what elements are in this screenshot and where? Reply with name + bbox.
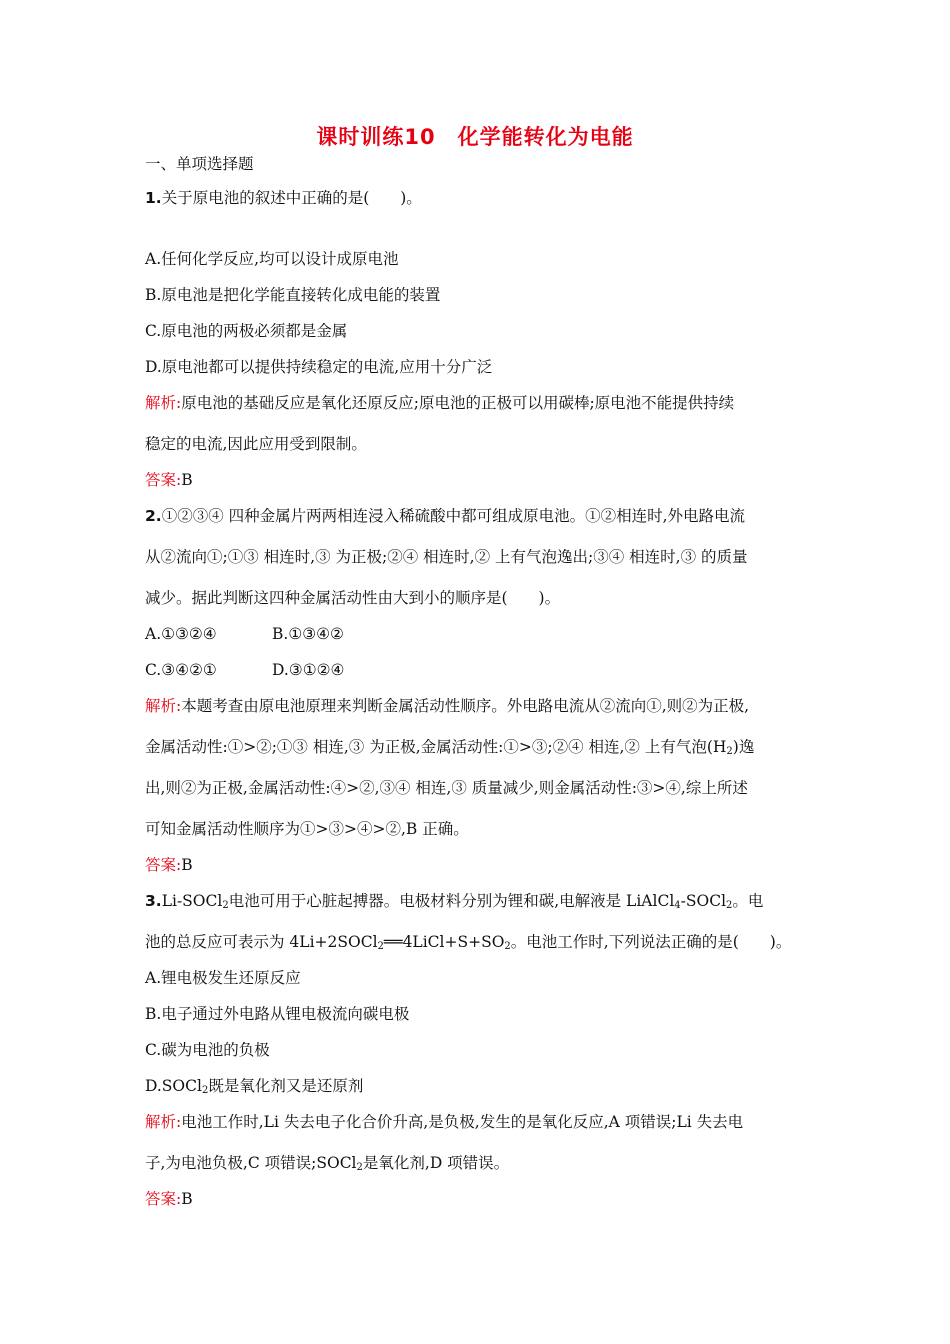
question-1-analysis-cont: 稳定的电流,因此应用受到限制。 xyxy=(145,435,367,453)
answer-label: 答案: xyxy=(145,856,182,874)
question-3-option-d: D.SOCl$_2$既是氧化剂又是还原剂 xyxy=(145,1077,364,1096)
analysis-label: 解析: xyxy=(145,394,182,412)
question-3-option-a: A.锂电极发生还原反应 xyxy=(145,969,301,987)
question-3-stem: 3.Li-SOCl$_2$电池可用于心脏起搏器。电极材料分别为锂和碳,电解液是 LiAlCl$_4$-SOCl$_2$。电 xyxy=(145,892,764,911)
question-2-stem-cont-2: 减少。据此判断这四种金属活动性由大到小的顺序是( )。 xyxy=(145,589,561,607)
question-3-option-b: B.电子通过外电路从锂电极流向碳电极 xyxy=(145,1005,410,1023)
question-3-answer: 答案:B xyxy=(145,1190,193,1208)
question-1-answer: 答案:B xyxy=(145,471,193,489)
question-3-option-c: C.碳为电池的负极 xyxy=(145,1041,270,1059)
question-2-answer: 答案:B xyxy=(145,856,193,874)
question-1-number: 1. xyxy=(145,189,162,207)
answer-label: 答案: xyxy=(145,1190,182,1208)
question-1-analysis: 解析:原电池的基础反应是氧化还原反应;原电池的正极可以用碳棒;原电池不能提供持续 xyxy=(145,394,735,412)
question-2-option-b: B.①③④② xyxy=(272,625,344,643)
question-1-option-a: A.任何化学反应,均可以设计成原电池 xyxy=(145,250,399,268)
question-2-stem-cont-1: 从②流向①;①③ 相连时,③ 为正极;②④ 相连时,② 上有气泡逸出;③④ 相连时,③ 的质量 xyxy=(145,548,748,566)
question-1-option-b: B.原电池是把化学能直接转化成电能的装置 xyxy=(145,286,441,304)
question-2-stem: 2.①②③④ 四种金属片两两相连浸入稀硫酸中都可组成原电池。①②相连时,外电路电流 xyxy=(145,507,746,525)
question-3-stem-cont: 池的总反应可表示为 $4Li+2SOCl_2══4LiCl+S+SO_2$。电池工作时,下列说法正确的是( )。 xyxy=(145,933,792,952)
analysis-label: 解析: xyxy=(145,697,182,715)
question-2-analysis-cont-3: 可知金属活动性顺序为①>③>④>②,B 正确。 xyxy=(145,820,469,838)
question-1-option-d: D.原电池都可以提供持续稳定的电流,应用十分广泛 xyxy=(145,358,493,376)
question-2-analysis-cont-1: 金属活动性:①>②;①③ 相连,③ 为正极,金属活动性:①>③;②④ 相连,② 上有气泡$(H_2)$逸 xyxy=(145,738,755,757)
question-2-analysis-cont-2: 出,则②为正极,金属活动性:④>②,③④ 相连,③ 质量减少,则金属活动性:③>④,综上所述 xyxy=(145,779,748,797)
question-2-option-c: C.③④②① xyxy=(145,661,217,679)
question-2-option-a: A.①③②④ xyxy=(145,625,217,643)
question-1-stem: 1.关于原电池的叙述中正确的是( )。 xyxy=(145,189,422,207)
question-3-number: 3. xyxy=(145,892,162,910)
answer-label: 答案: xyxy=(145,471,182,489)
analysis-label: 解析: xyxy=(145,1113,182,1131)
question-1-option-c: C.原电池的两极必须都是金属 xyxy=(145,322,348,340)
question-2-option-d: D.③①②④ xyxy=(272,661,345,679)
question-3-analysis-cont: 子,为电池负极,C 项错误;SOCl$_2$是氧化剂,D 项错误。 xyxy=(145,1154,510,1173)
section-heading: 一、单项选择题 xyxy=(145,155,254,173)
question-2-analysis: 解析:本题考查由原电池原理来判断金属活动性顺序。外电路电流从②流向①,则②为正极, xyxy=(145,697,750,715)
question-2-number: 2. xyxy=(145,507,162,525)
page-title: 课时训练10 化学能转化为电能 xyxy=(316,125,634,149)
question-3-analysis: 解析:电池工作时,Li 失去电子化合价升高,是负极,发生的是氧化反应,A 项错误;Li 失去电 xyxy=(145,1113,744,1131)
